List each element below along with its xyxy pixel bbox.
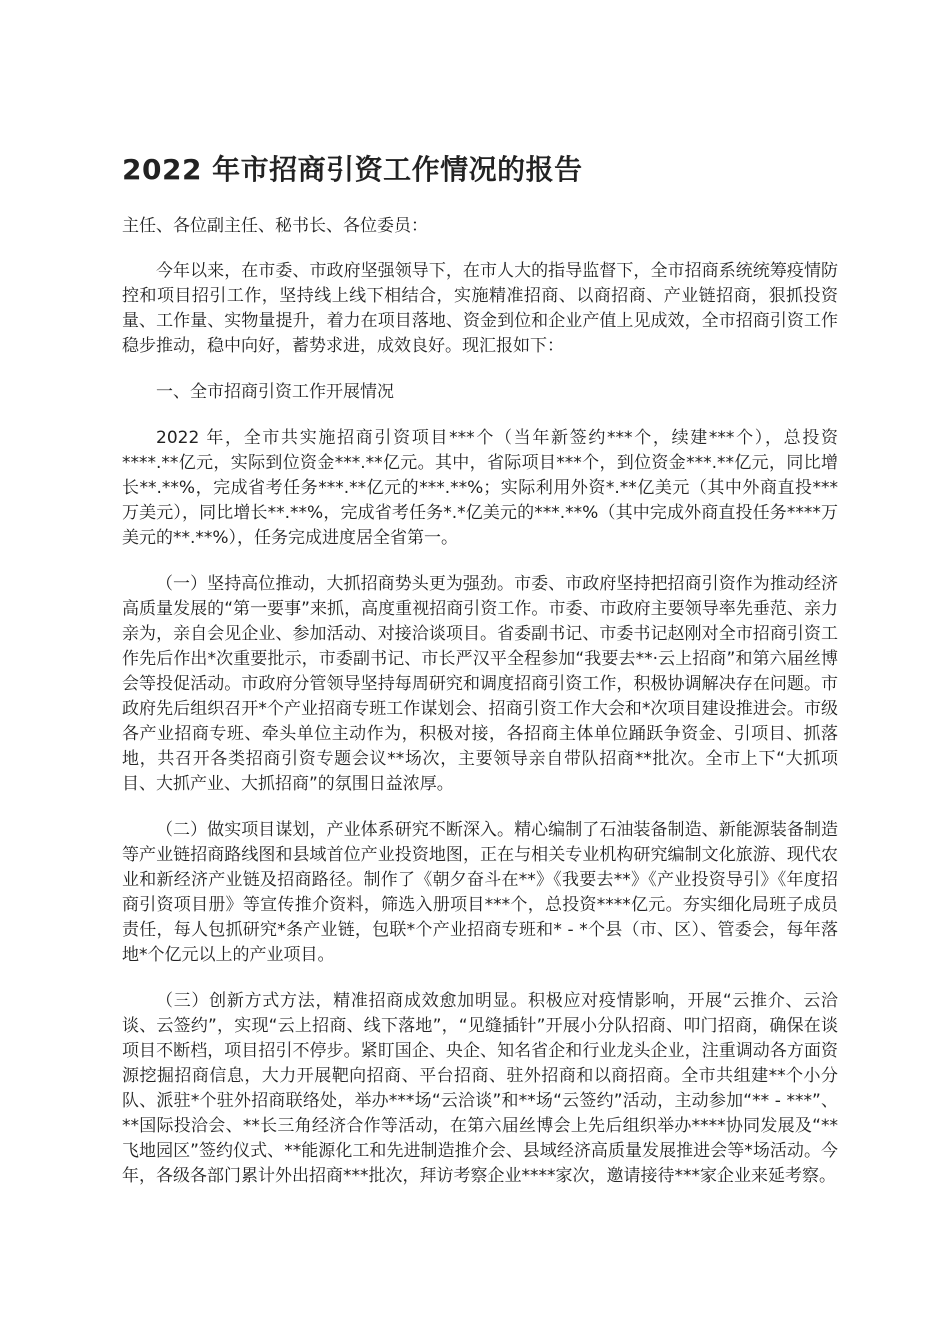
paragraph-item-1: （一）坚持高位推动，大抓招商势头更为强劲。市委、市政府坚持把招商引资作为推动经济高质量发展的“第一要事”来抓，高度重视招商引资工作。市委、市政府主要领导率先垂范、亲力亲为，亲自会见企业、参加活动、对接洽谈项目。省委副书记、市委书记赵刚对全市招商引资工作先后作出*次重要批示，市委副书记、市长严汉平全程参加“我要去**·云上招商”和第六届丝博会等投促活动。市政府分管领导坚持每周研究和调度招商引资工作，积极协调解决存在问题。市政府先后组织召开*个产业招商专班工作谋划会、招商引资工作大会和*次项目建设推进会。市级各产业招商专班、牵头单位主动作为，积极对接，各招商主体单位踊跃争资金、引项目、抓落地，共召开各类招商引资专题会议**场次，主要领导亲自带队招商**批次。全市上下“大抓项目、大抓产业、大抓招商”的氛围日益浓厚。 (122, 574, 838, 794)
paragraph-intro: 今年以来，在市委、市政府坚强领导下，在市人大的指导监督下，全市招商系统统筹疫情防控和项目招引工作，坚持线上线下相结合，实施精准招商、以商招商、产业链招商，狠抓投资量、工作量、实物量提升，着力在项目落地、资金到位和企业产值上见成效，全市招商引资工作稳步推动，稳中向好，蓄势求进，成效良好。现汇报如下： (122, 261, 838, 356)
document-title: 2022 年市招商引资工作情况的报告 (122, 153, 583, 186)
paragraph-item-2: （二）做实项目谋划，产业体系研究不断深入。精心编制了石油装备制造、新能源装备制造等产业链招商路线图和县域首位产业投资地图，正在与相关专业机构研究编制文化旅游、现代农业和新经济产业链及招商路径。制作了《朝夕奋斗在**》《我要去**》《产业投资导引》《年度招商引资项目册》等宣传推介资料，筛选入册项目***个，总投资****亿元。夯实细化局班子成员责任，每人包抓研究*条产业链，包联*个产业招商专班和* - *个县（市、区）、管委会，每年落地*个亿元以上的产业项目。 (122, 820, 838, 965)
paragraph-item-3: （三）创新方式方法，精准招商成效愈加明显。积极应对疫情影响，开展“云推介、云洽谈、云签约”，实现“云上招商、线下落地”，“见缝插针”开展小分队招商、叩门招商，确保在谈项目不断档，项目招引不停步。紧盯国企、央企、知名省企和行业龙头企业，注重调动各方面资源挖掘招商信息，大力开展靶向招商、平台招商、驻外招商和以商招商。全市共组建**个小分队、派驻*个驻外招商联络处，举办***场“云洽谈”和**场“云签约”活动，主动参加“** - ***”、**国际投洽会、**长三角经济合作等活动，在第六届丝博会上先后组织举办****协同发展及“**飞地园区”签约仪式、**能源化工和先进制造推介会、县域经济高质量发展推进会等*场活动。今年，各级各部门累计外出招商***批次，拜访考察企业****家次，邀请接待***家企业来延考察。 (122, 991, 838, 1186)
document-page (122, 150, 838, 1210)
section-heading: 一、全市招商引资工作开展情况 (156, 382, 394, 402)
paragraph-overview: 2022 年，全市共实施招商引资项目***个（当年新签约***个，续建***个），总投资****.**亿元，实际到位资金***.**亿元。其中，省际项目***个，到位资金***.**亿元，同比增长**.**%，完成省考任务***.**亿元的***.**%；实际利用外资*.**亿美元（其中外商直投***万美元），同比增长**.**%，完成省考任务*.*亿美元的***.**%（其中完成外商直投任务****万美元的**.**%），任务完成进度居全省第一。 (122, 428, 838, 548)
salutation: 主任、各位副主任、秘书长、各位委员： (122, 216, 428, 236)
